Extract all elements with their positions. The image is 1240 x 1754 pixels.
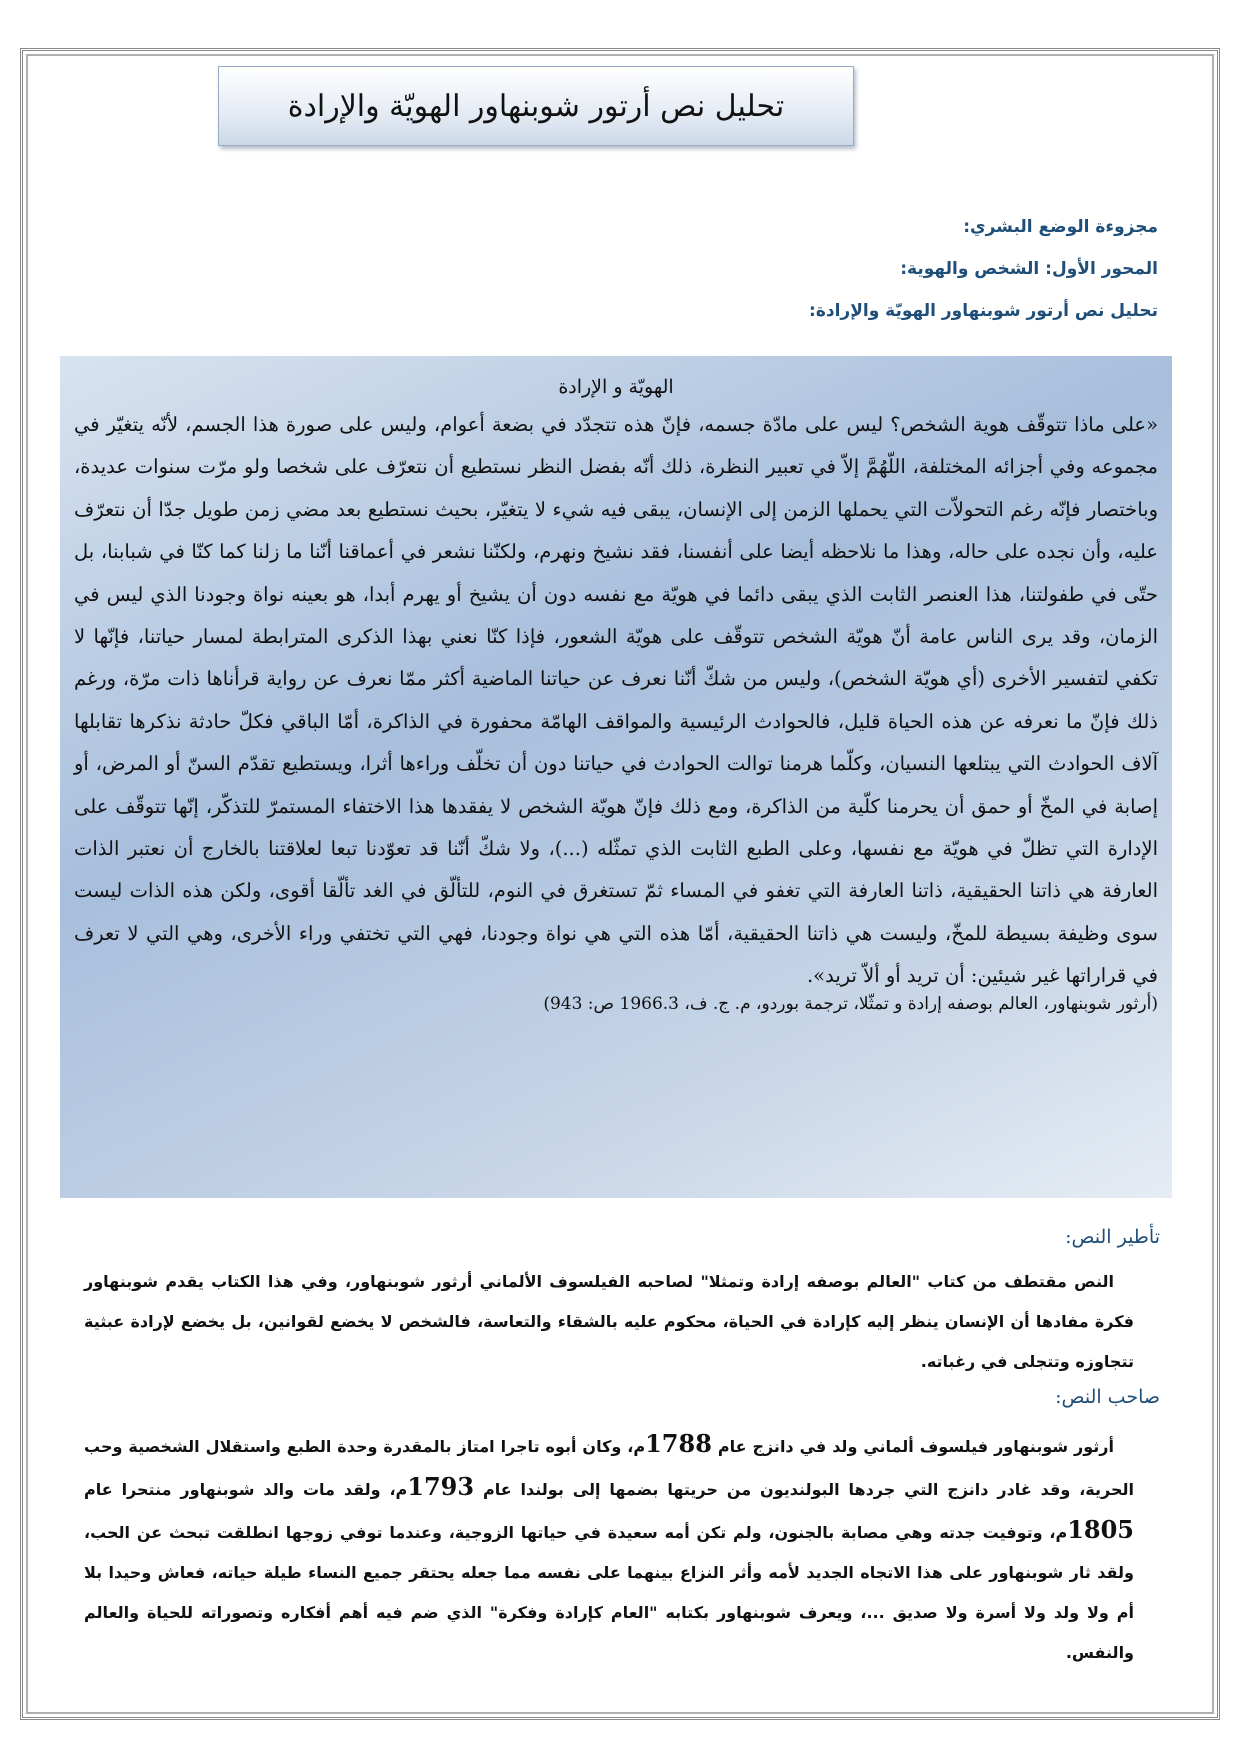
quote-title: الهويّة و الإرادة <box>558 376 674 398</box>
quote-citation: (أرثور شوبنهاور، العالم بوصفه إرادة و تمثّلا، ترجمة بوردو، م. ج. ف، 1966.3 ص: 943) <box>543 993 1158 1014</box>
author-text <box>84 1424 1134 1673</box>
author-text-part1: أرثور شوبنهاور فيلسوف ألماني ولد في دانزج عام <box>711 1437 1114 1456</box>
framing-text: النص مقتطف من كتاب "العالم بوصفه إرادة وتمثلا" لصاحبه الفيلسوف الألماني أرثور شوبنهاور، وفي هذا الكتاب يقدم شوبنهاور فكرة مفادها أن الإنسان ينظر إليه كإرادة في الحياة، محكوم عليه بالشقاء والتعاسة، فالشخص لا يخضع لقوانين، بل يخضع لإرادة عبثية تتجاوزه وتتجلى في رغباته. <box>84 1272 1134 1371</box>
author-text-part3: م، ولقد مات والد شوبنهاور منتحرا عام <box>84 1480 408 1499</box>
analysis-heading: تحليل نص أرتور شوبنهاور الهويّة والإرادة: <box>809 301 1158 321</box>
author-text-part4: م، وتوفيت جدته وهي مصابة بالجنون، ولم تكن أمه سعيدة في حياتها الزوجية، وعندما توفي زوجها انطلقت تبحث عن الحب، ولقد ثار شوبنهاور على هذا الاتجاه الجديد لأمه وأثر النزاع بينهما على نفسه مما جعله يحتقر جميع النساء طيلة حياته، فعاش وحيدا بلا أم ولا ولد ولا أسرة ولا صديق ...، ويعرف شوبنهاور بكتابه "العام كإرادة وفكرة" الذي ضم فيه أهم أفكاره وتصوراته للحياة والعالم والنفس. <box>84 1523 1134 1662</box>
author-year-1793: 1793 <box>407 1472 475 1501</box>
author-heading: صاحب النص: <box>1055 1386 1160 1408</box>
author-year-1805: 1805 <box>1067 1515 1134 1544</box>
headings-block <box>158 206 1158 332</box>
module-heading: مجزوءة الوضع البشري: <box>963 217 1158 237</box>
author-year-1788: 1788 <box>645 1429 712 1458</box>
author-text-part2: م، وكان أبوه تاجرا امتاز بالمقدرة وحدة الطبع واستقلال الشخصية وحب الحرية، وقد غادر دانزج التي جردها البولنديون من حريتها بضمها إلى بولندا عام <box>84 1437 1134 1499</box>
page-title: تحليل نص أرتور شوبنهاور الهويّة والإرادة <box>218 66 854 146</box>
framing-heading: تأطير النص: <box>1065 1226 1160 1248</box>
quote-text: «على ماذا تتوقّف هوية الشخص؟ ليس على مادّة جسمه، فإنّ هذه تتجدّد في بضعة أعوام، وليس على صورة هذا الجسم، لأنّه يتغيّر في مجموعه وفي أجزائه المختلفة، اللّهُمَّ إلاّ في تعبير النظرة، ذلك أنّه بفضل النظر نستطيع أن نتعرّف على شخصا ولو مرّت سنوات عديدة، وباختصار فإنّه رغم التحولاّت التي يحملها الزمن إلى الإنسان، يبقى فيه شيء لا يتغيّر، بحيث نستطيع بعد مضي زمن طويل جدّا أن نتعرّف عليه، وأن نجده على حاله، وهذا ما نلاحظه أيضا على أنفسنا، فقد نشيخ ونهرم، ولكنّنا نشعر في أعماقنا أنّنا ما زلنا كما كنّا في شبابنا، بل حتّى في طفولتنا، هذا العنصر الثابت الذي يبقى دائما في هويّة مع نفسه دون أن يشيخ أو يهرم أبدا، هو بعينه نواة وجودنا الذي ليس في الزمان، وقد يرى الناس عامة أنّ هويّة الشخص تتوقّف على هويّة الشعور، فإذا كنّا نعني بهذا الذكرى المترابطة لمسار حياتنا، فإنّها لا تكفي لتفسير الأخرى (أي هويّة الشخص)، وليس من شكّ أنّنا نعرف عن حياتنا الماضية أكثر ممّا نعرف عن رواية قرأناها ذات مرّة، ورغم ذلك فإنّ ما نعرفه عن هذه الحياة قليل، فالحوادث الرئيسية والمواقف الهامّة محفورة في الذاكرة، أمّا الباقي فكلّ حادثة نذكرها تقابلها آلاف الحوادث التي يبتلعها النسيان، وكلّما هرمنا توالت الحوادث في حياتنا دون أن تخلّف وراءها أثرا، ويستطيع تقدّم السنّ أو المرض، أو إصابة في المخّ أو حمق أن يحرمنا كلّية من الذاكرة، ومع ذلك فإنّ هويّة الشخص لا يفقدها هذا الاختفاء المستمرّ للتذكّر، إنّها تتوقّف على الإدارة التي تظلّ في هويّة مع نفسها، وعلى الطبع الثابت الذي تمثّله (...)، ولا شكّ أنّنا قد تعوّدنا تبعا لعلاقتنا بالخارج أن نعتبر الذات العارفة هي ذاتنا الحقيقية، ذاتنا العارفة التي تغفو في المساء ثمّ تستغرق في النوم، للتألّق في الغد تألّقا أقوى، ولكن هذه الذات ليست سوى وظيفة بسيطة للمخّ، وليست هي ذاتنا الحقيقية، أمّا هذه التي هي نواة وجودنا، فهي التي تختفي وراء الأخرى، وهي التي لا تعرف في قراراتها غير شيئين: أن تريد أو ألاّ تريد». <box>74 413 1158 988</box>
axis-heading: المحور الأول: الشخص والهوية: <box>900 259 1158 279</box>
quote-box <box>60 356 1172 1198</box>
